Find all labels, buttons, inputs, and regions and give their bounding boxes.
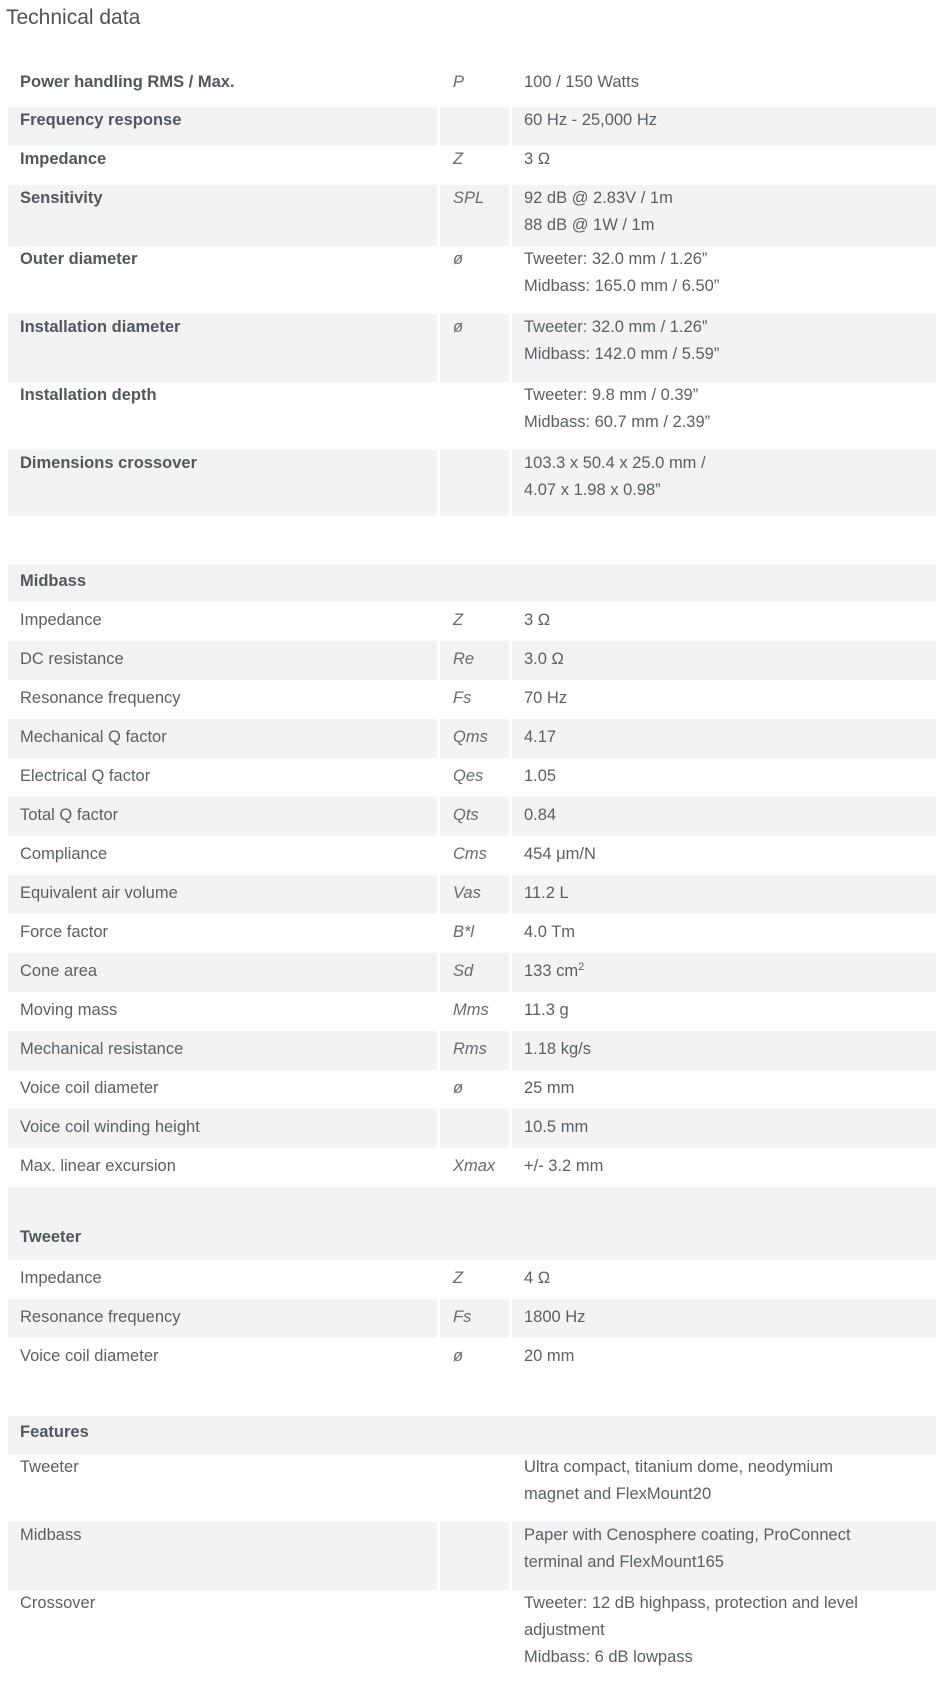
spec-symbol: [437, 1070, 509, 1109]
table-row: [8, 69, 936, 107]
spec-name: [8, 719, 437, 758]
spec-value-line: 3 Ω: [524, 150, 551, 168]
spec-name-text: Impedance: [20, 1269, 102, 1287]
spec-name: [8, 953, 437, 992]
tweeter-specs-table: [8, 1221, 936, 1377]
spec-value-line: magnet and FlexMount20: [524, 1485, 712, 1503]
spec-value-line: 88 dB @ 1W / 1m: [524, 216, 655, 234]
spec-value-text: 4.17: [524, 728, 557, 746]
table-row: [8, 758, 936, 797]
spec-value-line: Midbass: 165.0 mm / 6.50”: [524, 277, 720, 295]
spec-name-text: Resonance frequency: [20, 689, 181, 707]
spec-symbol-text: B*l: [453, 923, 475, 941]
spec-value-text: 4.0 Tm: [524, 923, 576, 941]
spec-name-text: Installation diameter: [20, 318, 181, 336]
spec-value-line: Ultra compact, titanium dome, neodymium: [524, 1458, 834, 1476]
spec-symbol: [437, 1031, 509, 1070]
spec-value: [509, 246, 936, 314]
spec-name-text: Mechanical Q factor: [20, 728, 167, 746]
section-heading: Midbass: [8, 565, 936, 602]
spec-name: [8, 185, 437, 246]
empty-cell: [437, 1522, 509, 1590]
spec-symbol-text: Re: [453, 650, 475, 668]
spec-value: [509, 107, 936, 146]
table-row: [8, 1031, 936, 1070]
table-row: [8, 641, 936, 680]
spec-symbol: [437, 797, 509, 836]
spec-value-line: 103.3 x 50.4 x 25.0 mm /: [524, 454, 706, 472]
spec-name-text: Moving mass: [20, 1001, 118, 1019]
spec-symbol: [437, 836, 509, 875]
spec-value-text: 10.5 mm: [524, 1118, 589, 1136]
spec-symbol-text: Z: [453, 611, 464, 629]
spec-value: [509, 875, 936, 914]
spec-name-text: Dimensions crossover: [20, 454, 197, 472]
features-table: [8, 1416, 936, 1680]
empty-cell: [437, 1454, 509, 1522]
spec-value-text: 133 cm: [524, 962, 579, 980]
spec-name: [8, 246, 437, 314]
spec-symbol-text: ø: [453, 250, 464, 268]
spec-name: [8, 1338, 437, 1377]
table-row: [8, 1299, 936, 1338]
table-row: [8, 1454, 936, 1522]
spec-name: [8, 875, 437, 914]
spec-symbol-text: SPL: [453, 189, 485, 207]
spec-value: [509, 719, 936, 758]
table-row: [8, 450, 936, 516]
spec-name: [8, 146, 437, 185]
table-row: [8, 797, 936, 836]
spec-value: [509, 1454, 936, 1522]
spec-name-text: Tweeter: [20, 1458, 79, 1476]
spec-name-text: Cone area: [20, 962, 98, 980]
general-specs-table: [8, 69, 936, 516]
spec-symbol-text: ø: [453, 318, 464, 336]
spec-value-text: 3 Ω: [524, 611, 551, 629]
spec-value: [509, 69, 936, 107]
spec-name: [8, 1148, 437, 1187]
table-row: [8, 107, 936, 146]
spec-name-text: Sensitivity: [20, 189, 103, 207]
spec-symbol: [437, 602, 509, 641]
spec-symbol-text: Cms: [453, 845, 487, 863]
spec-symbol-text: P: [453, 73, 465, 91]
spec-symbol-text: Z: [453, 150, 464, 168]
spec-value-text: 20 mm: [524, 1347, 575, 1365]
spec-symbol-text: Qts: [453, 806, 479, 824]
spec-name: [8, 1522, 437, 1590]
spec-value: [509, 758, 936, 797]
spec-value-line: Tweeter: 9.8 mm / 0.39”: [524, 386, 699, 404]
spec-value: [509, 914, 936, 953]
table-row: [8, 185, 936, 246]
spec-name-text: Mechanical resistance: [20, 1040, 184, 1058]
section-heading: Tweeter: [8, 1221, 936, 1260]
spec-value-line: Tweeter: 12 dB highpass, protection and level: [524, 1594, 858, 1612]
table-row: [8, 719, 936, 758]
spec-symbol-text: Z: [453, 1269, 464, 1287]
spec-value: [509, 1338, 936, 1377]
spec-value-line: Midbass: 6 dB lowpass: [524, 1648, 693, 1666]
table-row: [8, 680, 936, 719]
spec-symbol-text: Sd: [453, 962, 474, 980]
spec-value-text: 11.2 L: [524, 884, 569, 902]
spec-value: [509, 146, 936, 185]
spec-name-text: Impedance: [20, 150, 107, 168]
spec-symbol: [437, 641, 509, 680]
spec-value: [509, 953, 936, 992]
spec-name: [8, 1454, 437, 1522]
midbass-section-header: [8, 565, 936, 602]
tweeter-section-header: [8, 1221, 936, 1260]
spec-symbol-text: Xmax: [453, 1157, 496, 1175]
spec-value: [509, 1109, 936, 1148]
spec-symbol: [437, 1109, 509, 1148]
spec-value: [509, 836, 936, 875]
spec-symbol: [437, 185, 509, 246]
spec-symbol: [437, 1338, 509, 1377]
table-row: [8, 1260, 936, 1299]
spec-value: [509, 1148, 936, 1187]
spec-value-line: 60 Hz - 25,000 Hz: [524, 111, 657, 129]
spec-symbol: [437, 758, 509, 797]
spec-symbol-text: ø: [453, 1347, 464, 1365]
spec-name: [8, 1070, 437, 1109]
spec-value: [509, 680, 936, 719]
spec-name: [8, 1590, 437, 1680]
spec-value: [509, 992, 936, 1031]
spec-name-text: Resonance frequency: [20, 1308, 181, 1326]
spec-symbol: [437, 146, 509, 185]
spec-symbol-text: Vas: [453, 884, 481, 902]
spec-value-line: Tweeter: 32.0 mm / 1.26”: [524, 318, 708, 336]
features-section-header: [8, 1416, 936, 1454]
spec-value: [509, 797, 936, 836]
table-row: [8, 875, 936, 914]
spec-name-text: Voice coil winding height: [20, 1118, 200, 1136]
spec-name-text: Equivalent air volume: [20, 884, 178, 902]
spec-value-text: 3.0 Ω: [524, 650, 564, 668]
spec-value-text: 1800 Hz: [524, 1308, 586, 1326]
spec-name: [8, 1031, 437, 1070]
spec-symbol-text: ø: [453, 1079, 464, 1097]
spec-value: [509, 1260, 936, 1299]
spec-value-line: 100 / 150 Watts: [524, 73, 639, 91]
table-row: [8, 382, 936, 450]
spec-name-text: Frequency response: [20, 111, 182, 129]
spec-symbol: [437, 1299, 509, 1338]
spec-symbol: [437, 680, 509, 719]
spec-name-text: Max. linear excursion: [20, 1157, 176, 1175]
spec-value: [509, 1522, 936, 1590]
superscript: 2: [578, 961, 585, 973]
section-heading: Features: [8, 1416, 936, 1454]
spec-name: [8, 1299, 437, 1338]
spec-value-text: +/- 3.2 mm: [524, 1157, 604, 1175]
spec-symbol: [437, 1260, 509, 1299]
spec-value-line: Midbass: 60.7 mm / 2.39”: [524, 413, 711, 431]
midbass-specs-table: [8, 565, 936, 1226]
spec-symbol-text: Fs: [453, 689, 472, 707]
spec-value-line: Tweeter: 32.0 mm / 1.26”: [524, 250, 708, 268]
spec-value: [509, 602, 936, 641]
spec-name: [8, 1109, 437, 1148]
spec-value-text: 70 Hz: [524, 689, 568, 707]
spec-symbol-text: Fs: [453, 1308, 472, 1326]
spec-name: [8, 450, 437, 516]
spec-symbol: [437, 914, 509, 953]
spec-name: [8, 797, 437, 836]
table-row: [8, 146, 936, 185]
spec-name: [8, 758, 437, 797]
spec-name: [8, 680, 437, 719]
spec-name: [8, 602, 437, 641]
table-row: [8, 1070, 936, 1109]
spec-symbol: [437, 314, 509, 382]
spec-symbol: [437, 953, 509, 992]
table-row: [8, 914, 936, 953]
spec-value-line: Midbass: 142.0 mm / 5.59”: [524, 345, 720, 363]
spec-value-line: terminal and FlexMount165: [524, 1553, 724, 1571]
spec-value-text: 454 μm/N: [524, 845, 596, 863]
spec-name: [8, 641, 437, 680]
spec-value: [509, 185, 936, 246]
spec-value-line: Paper with Cenosphere coating, ProConnect: [524, 1526, 851, 1544]
spec-symbol-text: Rms: [453, 1040, 487, 1058]
table-row: [8, 953, 936, 992]
table-row: [8, 1522, 936, 1590]
table-row: [8, 836, 936, 875]
spec-value: [509, 1590, 936, 1680]
spec-value: [509, 641, 936, 680]
spec-name: [8, 914, 437, 953]
spec-value: [509, 1070, 936, 1109]
spec-value: [509, 1299, 936, 1338]
spec-value: [509, 1031, 936, 1070]
spec-name-text: Compliance: [20, 845, 108, 863]
table-row: [8, 1338, 936, 1377]
spec-name-text: Voice coil diameter: [20, 1347, 159, 1365]
table-row: [8, 314, 936, 382]
spec-symbol: [437, 992, 509, 1031]
page-title: Technical data: [6, 6, 141, 29]
table-row: [8, 602, 936, 641]
spec-symbol-text: Mms: [453, 1001, 489, 1019]
spec-value: [509, 314, 936, 382]
spec-name: [8, 314, 437, 382]
table-row: [8, 1109, 936, 1148]
spec-value: [509, 450, 936, 516]
spec-symbol: [437, 450, 509, 516]
spec-symbol: [437, 107, 509, 146]
spec-name: [8, 69, 437, 107]
spec-name-text: Impedance: [20, 611, 102, 629]
table-row: [8, 1148, 936, 1187]
spec-symbol: [437, 246, 509, 314]
spec-value-text: 25 mm: [524, 1079, 575, 1097]
spec-symbol-text: Qms: [453, 728, 488, 746]
spec-name: [8, 107, 437, 146]
spec-name-text: Crossover: [20, 1594, 96, 1612]
spec-name-text: Outer diameter: [20, 250, 138, 268]
spec-value-line: 92 dB @ 2.83V / 1m: [524, 189, 673, 207]
spec-name-text: Total Q factor: [20, 806, 119, 824]
spec-name-text: Power handling RMS / Max.: [20, 73, 235, 91]
spec-symbol: [437, 382, 509, 450]
spec-value-line: 4.07 x 1.98 x 0.98”: [524, 481, 661, 499]
spec-name-text: Midbass: [20, 1526, 82, 1544]
spec-value-text: 0.84: [524, 806, 557, 824]
spec-symbol: [437, 719, 509, 758]
spec-value-text: 4 Ω: [524, 1269, 551, 1287]
spec-value-text: 11.3 g: [524, 1001, 569, 1019]
spec-value: [509, 382, 936, 450]
spec-value-text: 1.05: [524, 767, 557, 785]
spec-symbol: [437, 1148, 509, 1187]
table-row: [8, 1590, 936, 1680]
spec-name: [8, 992, 437, 1031]
spec-name-text: Force factor: [20, 923, 109, 941]
table-row: [8, 992, 936, 1031]
empty-cell: [437, 1590, 509, 1680]
spec-symbol: [437, 875, 509, 914]
spec-name: [8, 1260, 437, 1299]
spec-value-text: 1.18 kg/s: [524, 1040, 591, 1058]
spec-name-text: Voice coil diameter: [20, 1079, 159, 1097]
table-row: [8, 246, 936, 314]
spec-symbol: [437, 69, 509, 107]
spec-name-text: Electrical Q factor: [20, 767, 151, 785]
spec-value-line: adjustment: [524, 1621, 605, 1639]
spec-name: [8, 836, 437, 875]
spec-name-text: Installation depth: [20, 386, 157, 404]
spec-name: [8, 382, 437, 450]
spec-name-text: DC resistance: [20, 650, 124, 668]
spec-symbol-text: Qes: [453, 767, 484, 785]
